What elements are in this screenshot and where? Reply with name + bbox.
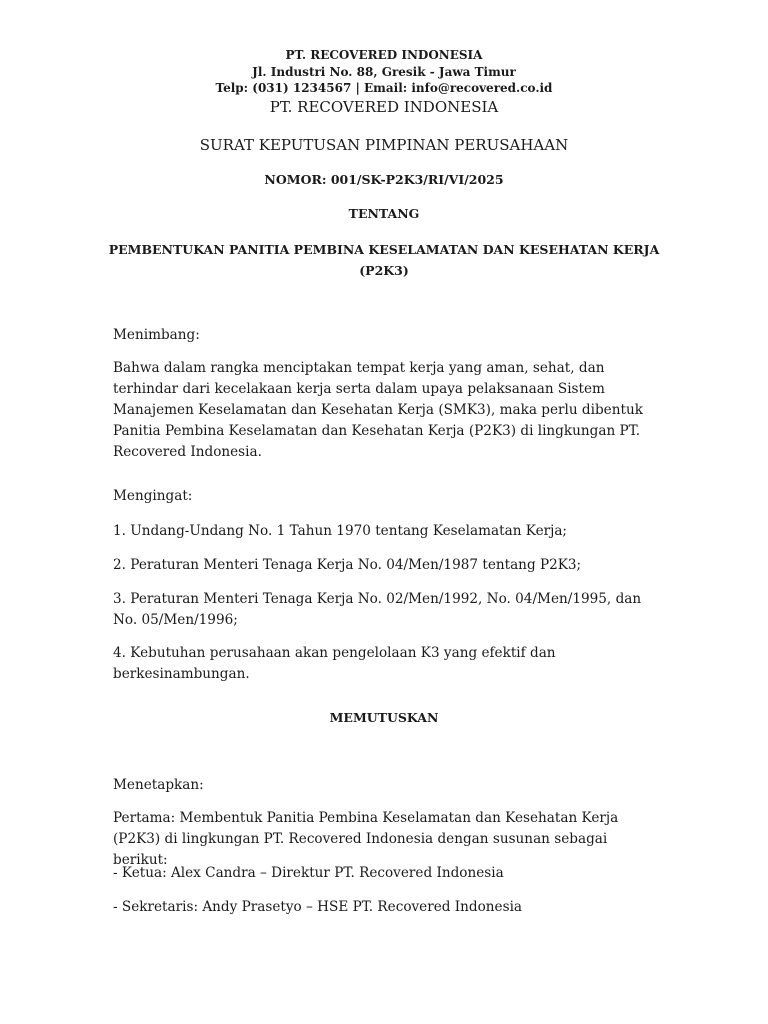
- recalling-item-1: 1. Undang-Undang No. 1 Tahun 1970 tentang Keselamatan Kerja;: [113, 523, 568, 539]
- recalling-item-3: 3. Peraturan Menteri Tenaga Kerja No. 02/Men/1992, No. 04/Men/1995, dan No. 05/Men/1996;: [113, 591, 642, 628]
- letterhead-address: Jl. Industri No. 88, Gresik - Jawa Timur: [252, 64, 516, 79]
- subject-line-1: PEMBENTUKAN PANITIA PEMBINA KESELAMATAN DAN KESEHATAN KERJA: [108, 242, 660, 257]
- decision-number: NOMOR: 001/SK-P2K3/RI/VI/2025: [264, 172, 504, 187]
- first-decision: Pertama: Membentuk Panitia Pembina Keselamatan dan Kesehatan Kerja (P2K3) di lingkungan PT. Recovered Indonesia dengan susunan sebagai berikut:: [113, 810, 619, 868]
- recalling-item-2: 2. Peraturan Menteri Tenaga Kerja No. 04/Men/1987 tentang P2K3;: [113, 557, 582, 573]
- letterhead: [0, 47, 768, 97]
- recalling-heading: Mengingat:: [113, 488, 193, 504]
- establish-heading: Menetapkan:: [113, 777, 204, 793]
- member-secretary: - Sekretaris: Andy Prasetyo – HSE PT. Recovered Indonesia: [113, 899, 523, 915]
- about-heading: TENTANG: [348, 206, 420, 221]
- decision-title: SURAT KEPUTUSAN PIMPINAN PERUSAHAAN: [199, 136, 569, 154]
- recalling-item-4: 4. Kebutuhan perusahaan akan pengelolaan K3 yang efektif dan berkesinambungan.: [113, 645, 556, 682]
- letterhead-contact: Telp: (031) 1234567 | Email: info@recovered.co.id: [215, 81, 553, 95]
- decision-subject: [0, 239, 768, 281]
- subject-line-2: (P2K3): [359, 263, 409, 278]
- member-chairman: - Ketua: Alex Candra – Direktur PT. Recovered Indonesia: [113, 865, 504, 881]
- considering-text: Bahwa dalam rangka menciptakan tempat kerja yang aman, sehat, dan terhindar dari kecelakaan kerja serta dalam upaya pelaksanaan Sistem Manajemen Keselamatan dan Kesehatan Kerja (SMK3), maka perlu dibentuk Panitia Pembina Keselamatan dan Kesehatan Kerja (P2K3) di lingkungan PT. Recovered Indonesia.: [113, 360, 643, 460]
- decision-heading: MEMUTUSKAN: [329, 710, 439, 725]
- considering-heading: Menimbang:: [113, 327, 200, 343]
- letterhead-company: PT. RECOVERED INDONESIA: [285, 48, 483, 62]
- company-title: PT. RECOVERED INDONESIA: [269, 98, 499, 116]
